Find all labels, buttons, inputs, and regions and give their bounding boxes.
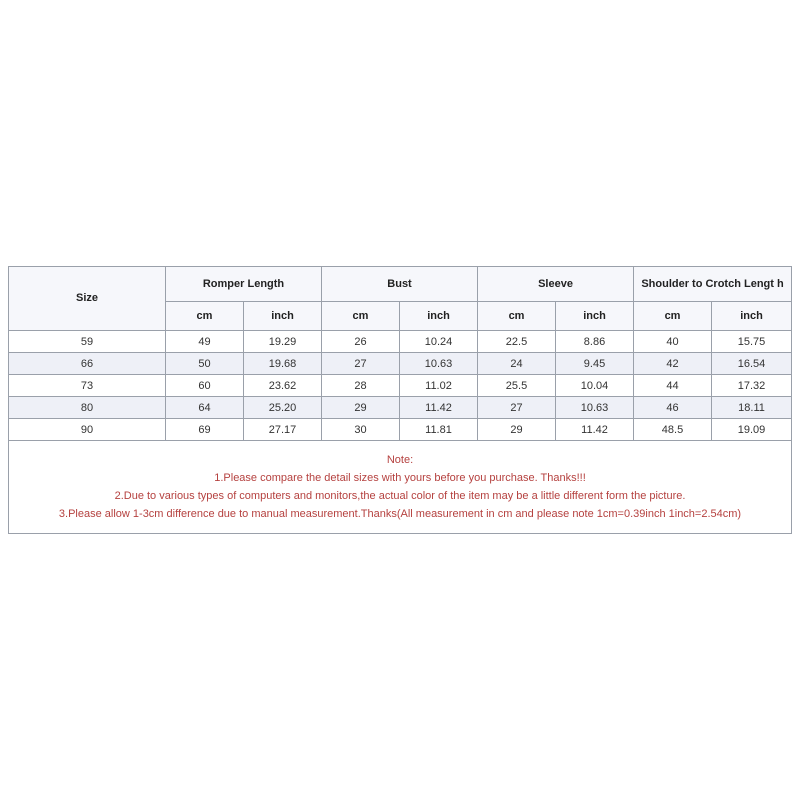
table-row (9, 419, 792, 441)
measurement-cell: 10.04 (556, 375, 634, 397)
unit-header: cm (478, 302, 556, 331)
measurement-cell: 44 (634, 375, 712, 397)
measurement-cell: 19.09 (712, 419, 792, 441)
group-header-sleeve: Sleeve (478, 267, 634, 302)
measurement-cell: 50 (166, 353, 244, 375)
size-table (8, 266, 792, 534)
measurement-cell: 64 (166, 397, 244, 419)
table-row (9, 397, 792, 419)
measurement-cell: 23.62 (244, 375, 322, 397)
measurement-cell: 19.29 (244, 331, 322, 353)
measurement-cell: 25.20 (244, 397, 322, 419)
measurement-cell: 60 (166, 375, 244, 397)
unit-header: inch (244, 302, 322, 331)
group-header-shoulder-to-crotch: Shoulder to Crotch Lengt h (634, 267, 792, 302)
measurement-cell: 26 (322, 331, 400, 353)
header-row-groups (9, 267, 792, 302)
measurement-cell: 11.02 (400, 375, 478, 397)
note-line-2: 2.Due to various types of computers and monitors,the actual color of the item may be a little different form the picture. (114, 490, 686, 502)
measurement-cell: 17.32 (712, 375, 792, 397)
measurement-cell: 40 (634, 331, 712, 353)
measurement-cell: 10.63 (400, 353, 478, 375)
measurement-cell: 22.5 (478, 331, 556, 353)
size-cell: 66 (9, 353, 166, 375)
unit-header: inch (400, 302, 478, 331)
table-row (9, 331, 792, 353)
measurement-cell: 19.68 (244, 353, 322, 375)
size-chart (8, 266, 791, 534)
measurement-cell: 69 (166, 419, 244, 441)
measurement-cell: 16.54 (712, 353, 792, 375)
measurement-cell: 29 (322, 397, 400, 419)
size-cell: 73 (9, 375, 166, 397)
size-header: Size (9, 267, 166, 331)
size-cell: 80 (9, 397, 166, 419)
measurement-cell: 25.5 (478, 375, 556, 397)
measurement-cell: 27 (322, 353, 400, 375)
note-line-1: 1.Please compare the detail sizes with yours before you purchase. Thanks!!! (214, 472, 586, 484)
measurement-cell: 11.42 (400, 397, 478, 419)
measurement-cell: 9.45 (556, 353, 634, 375)
measurement-cell: 15.75 (712, 331, 792, 353)
measurement-cell: 11.42 (556, 419, 634, 441)
measurement-cell: 11.81 (400, 419, 478, 441)
measurement-cell: 10.63 (556, 397, 634, 419)
measurement-cell: 28 (322, 375, 400, 397)
measurement-cell: 46 (634, 397, 712, 419)
measurement-cell: 27.17 (244, 419, 322, 441)
measurement-cell: 49 (166, 331, 244, 353)
measurement-cell: 48.5 (634, 419, 712, 441)
unit-header: inch (712, 302, 792, 331)
measurement-cell: 42 (634, 353, 712, 375)
measurement-cell: 24 (478, 353, 556, 375)
measurement-cell: 30 (322, 419, 400, 441)
table-row (9, 353, 792, 375)
size-cell: 90 (9, 419, 166, 441)
group-header-bust: Bust (322, 267, 478, 302)
notes-cell (9, 441, 792, 534)
note-line-3: 3.Please allow 1-3cm difference due to manual measurement.Thanks(All measurement in cm and please note 1cm=0.39inch 1inch=2.54cm) (58, 508, 742, 520)
measurement-cell: 18.11 (712, 397, 792, 419)
table-row (9, 375, 792, 397)
group-header-romper-length: Romper Length (166, 267, 322, 302)
measurement-cell: 27 (478, 397, 556, 419)
measurement-cell: 10.24 (400, 331, 478, 353)
measurement-cell: 8.86 (556, 331, 634, 353)
unit-header: cm (634, 302, 712, 331)
size-cell: 59 (9, 331, 166, 353)
unit-header: inch (556, 302, 634, 331)
unit-header: cm (322, 302, 400, 331)
note-title: Note: (386, 454, 414, 466)
notes-row (9, 441, 792, 534)
unit-header: cm (166, 302, 244, 331)
measurement-cell: 29 (478, 419, 556, 441)
